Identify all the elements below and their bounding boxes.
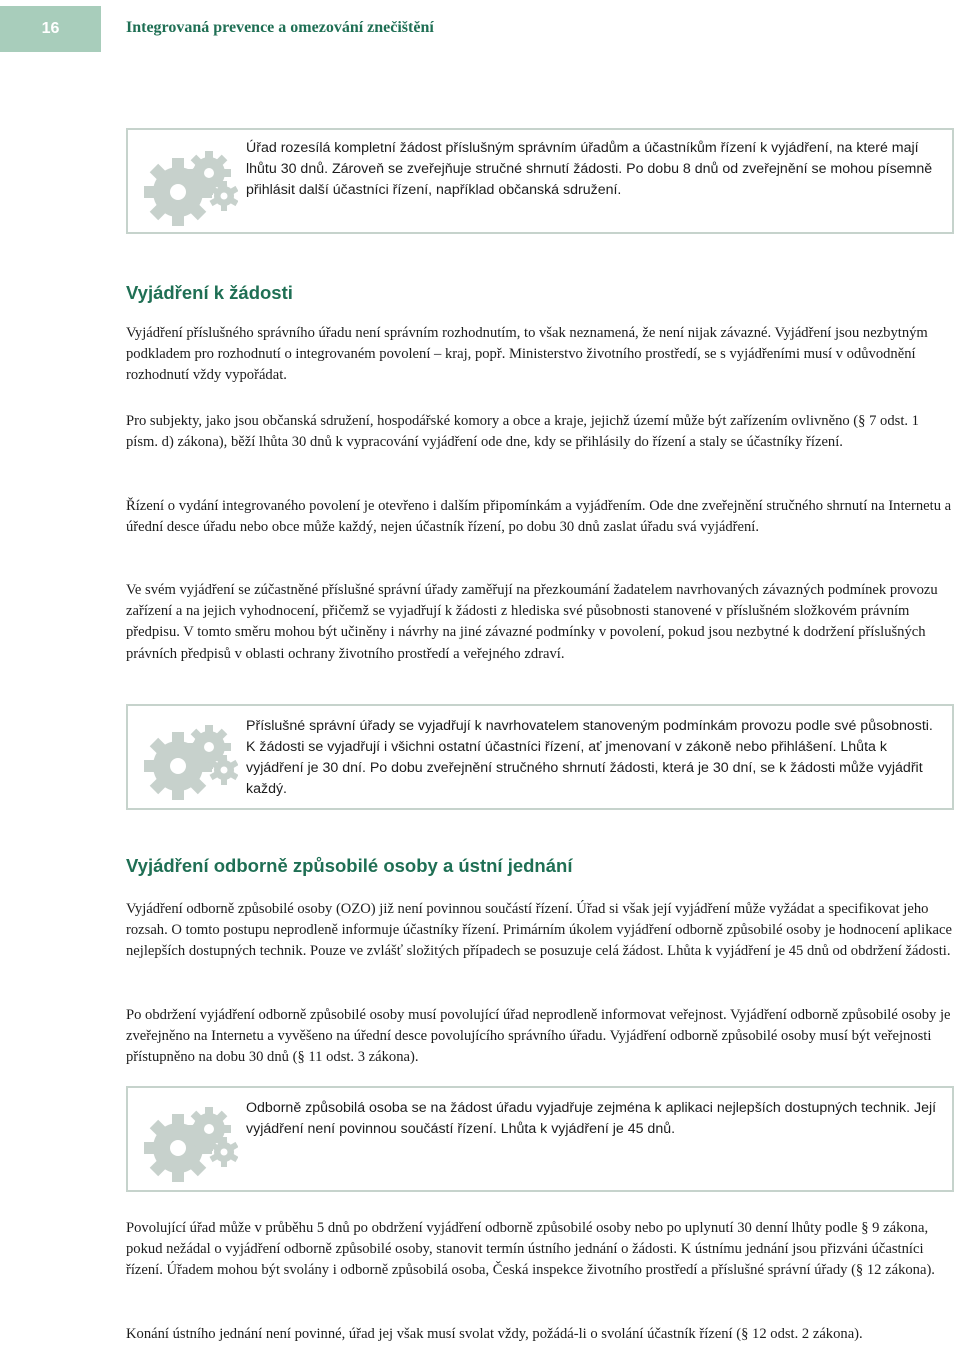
info-box-text: Úřad rozesílá kompletní žádost příslušným správním úřadům a účastníkům řízení k vyjádření, na které mají lhůtu 30 dnů. Zároveň se zveřejňuje stručné shrnutí žádosti. Po dobu 8 dnů od zveřejnění se mohou písemně přihlásit další účastníci řízení, například občanská sdružení.	[246, 140, 933, 198]
gears-icon	[138, 708, 238, 808]
info-box-text: Příslušné správní úřady se vyjadřují k navrhovatelem stanoveným podmínkám provozu podle své působnosti. K žádosti se vyjadřují i všichni ostatní účastníci řízení, ať jmenovaní v zákoně nebo přihlášení. Lhůta k vyjádření je 30 dní. Po dobu zveřejnění stručného shrnutí žádosti, která je 30 dní, se k žádosti může vyjádřit každý.	[246, 718, 933, 797]
gears-icon	[138, 134, 238, 234]
running-head-title: Integrovaná prevence a omezování znečištění	[126, 19, 434, 36]
paragraph: Povolující úřad může v průběhu 5 dnů po obdržení vyjádření odborně způsobilé osoby nebo po uplynutí 30 denní lhůty podle § 9 zákona, pokud nežádal o vyjádření odborně způsobilé osoby, stanovit termín ústního jednání o žádosti. K ústnímu jednání jsou přizváni účastníci řízení. Úřadem mohou být svolány i odborně způsobilá osoba, Česká inspekce životního prostředí a příslušné správní úřady (§ 12 zákona).	[126, 1220, 935, 1279]
paragraph: Řízení o vydání integrovaného povolení je otevřeno i dalším připomínkám a vyjádřením. Ode dne zveřejnění stručného shrnutí na Internetu a úřední desce úřadu nebo obce může každý, nejen účastník řízení, po dobu 30 dnů zaslat úřadu svá vyjádření.	[126, 498, 952, 536]
info-box-1	[126, 128, 954, 234]
section-heading: Vyjádření odborně způsobilé osoby a ústní jednání	[126, 855, 573, 876]
section-heading: Vyjádření k žádosti	[126, 282, 293, 303]
paragraph: Vyjádření příslušného správního úřadu není správním rozhodnutím, to však neznamená, že není nijak závazné. Vyjádření jsou nezbytným podkladem pro rozhodnutí o integrovaném povolení – kraj, popř. Ministerstvo životního prostředí, se s vyjádřeními musí v odůvodnění rozhodnutí vždy vypořádat.	[126, 325, 928, 384]
paragraph: Konání ústního jednání není povinné, úřad jej však musí svolat vždy, požádá-li o svolání účastník řízení (§ 12 odst. 2 zákona).	[126, 1326, 863, 1342]
page-number: 16	[0, 6, 101, 52]
paragraph: Vyjádření odborně způsobilé osoby (OZO) již není povinnou součástí řízení. Úřad si však její vyjádření může vyžádat a specifikovat jeho rozsah. O tomto postupu neprodleně informuje účastníky řízení. Primárním úkolem vyjádření odborně způsobilé osoby je hodnocení aplikace nejlepších dostupných technik. Pouze ve zvlášť složitých případech se posuzuje celá žádost. Lhůta k vyjádření je 45 dnů od obdržení žádosti.	[126, 901, 952, 960]
paragraph: Pro subjekty, jako jsou občanská sdružení, hospodářské komory a obce a kraje, jejichž území může být zařízením ovlivněno (§ 7 odst. 1 písm. d) zákona), běží lhůta 30 dnů k vypracování vyjádření ode dne, kdy se přihlásily do řízení a staly se účastníky řízení.	[126, 413, 919, 451]
info-box-2	[126, 704, 954, 810]
paragraph: Ve svém vyjádření se zúčastněné příslušné správní úřady zaměřují na přezkoumání žadatelem navrhovaných závazných podmínek provozu zařízení a na jejich vyhodnocení, přičemž se vyjadřují k žádosti z hlediska své působnosti stanovené v příslušném složkovém právním předpisu. V tomto směru mohou být učiněny i návrhy na jiné závazné podmínky v povolení, pokud jsou nezbytné k dodržení příslušných právních předpisů v oblasti ochrany životního prostředí a veřejného zdraví.	[126, 582, 938, 662]
gears-icon	[138, 1090, 238, 1190]
info-box-text: Odborně způsobilá osoba se na žádost úřadu vyjadřuje zejména k aplikaci nejlepších dostupných technik. Její vyjádření není povinnou součástí řízení. Lhůta k vyjádření je 45 dnů.	[246, 1100, 937, 1137]
info-box-3	[126, 1086, 954, 1192]
paragraph: Po obdržení vyjádření odborně způsobilé osoby musí povolující úřad neprodleně informovat veřejnost. Vyjádření odborně způsobilé osoby je zveřejněno na Internetu a vyvěšeno na úřední desce povolujícího správního úřadu. Vyjádření odborně způsobilé osoby musí být veřejnosti přístupněno na dobu 30 dnů (§ 11 odst. 3 zákona).	[126, 1007, 951, 1066]
